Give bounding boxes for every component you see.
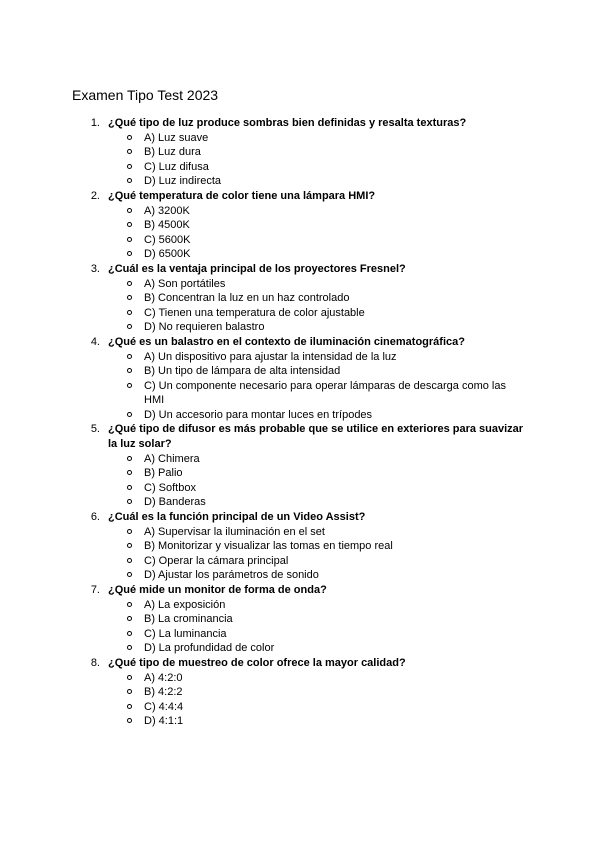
hollow-circle-bullet-icon [127,281,132,286]
option-text: A) Son portátiles [144,277,226,290]
option-item [0,320,600,335]
question-text: ¿Qué es un balastro en el contexto de iluminación cinematográfica? [108,335,465,348]
option-list [0,277,600,335]
option-item [0,306,600,321]
option-item [0,466,600,481]
option-item [0,233,600,248]
hollow-circle-bullet-icon [127,310,132,315]
question-text: ¿Qué tipo de muestreo de color ofrece la mayor calidad? [108,656,406,669]
question-text: ¿Qué tipo de luz produce sombras bien definidas y resalta texturas? [108,117,467,129]
option-item [0,671,600,686]
hollow-circle-bullet-icon [127,222,132,227]
question-number: 1. [90,117,100,129]
option-item [0,364,600,379]
option-item [0,452,600,467]
option-text: C) La luminancia [144,627,227,640]
option-text: B) Concentran la luz en un haz controlado [144,292,350,305]
hollow-circle-bullet-icon [127,499,132,504]
option-text: B) 4:2:2 [144,686,183,699]
option-text: C) Softbox [144,481,196,494]
option-list [0,452,600,510]
hollow-circle-bullet-icon [127,354,132,359]
hollow-circle-bullet-icon [127,324,132,329]
option-text: A) La exposición [144,598,226,611]
hollow-circle-bullet-icon [127,295,132,300]
option-text: B) 4500K [144,219,190,232]
option-text: C) Un componente necesario para operar lámparas de descarga como las HMI [144,379,506,407]
option-item [0,408,600,423]
question-list [0,116,600,729]
hollow-circle-bullet-icon [127,529,132,534]
option-text: B) Palio [144,467,183,480]
option-text: D) 4:1:1 [144,715,184,728]
option-item [0,277,600,292]
question-item [0,422,600,510]
option-item [0,204,600,219]
question-text: ¿Cuál es la ventaja principal de los proyectores Fresnel? [108,262,406,275]
option-item [0,641,600,656]
question-number: 3. [90,262,100,275]
option-text: D) 6500K [144,248,191,261]
option-text: A) Un dispositivo para ajustar la intensidad de la luz [144,350,397,363]
option-text: C) Tienen una temperatura de color ajustable [144,306,365,319]
hollow-circle-bullet-icon [127,368,132,373]
hollow-circle-bullet-icon [127,558,132,563]
option-list [0,350,600,423]
option-text: D) Ajustar los parámetros de sonido [144,569,319,582]
option-list [0,525,600,583]
option-item [0,714,600,729]
option-item [0,627,600,642]
question-number: 6. [90,511,100,524]
option-item [0,379,600,408]
hollow-circle-bullet-icon [127,602,132,607]
option-item [0,539,600,554]
question-item [0,189,600,262]
option-item [0,700,600,715]
hollow-circle-bullet-icon [127,383,132,388]
option-item [0,554,600,569]
hollow-circle-bullet-icon [127,164,132,169]
option-item [0,291,600,306]
hollow-circle-bullet-icon [127,645,132,650]
hollow-circle-bullet-icon [127,237,132,242]
question-item [0,583,600,656]
hollow-circle-bullet-icon [127,675,132,680]
option-text: D) No requieren balastro [144,321,265,334]
question-text: ¿Qué mide un monitor de forma de onda? [108,584,327,596]
option-text: B) Monitorizar y visualizar las tomas en tiempo real [144,540,393,553]
option-item [0,350,600,365]
option-text: C) Operar la cámara principal [144,554,289,567]
hollow-circle-bullet-icon [127,704,132,709]
option-text: D) Un accesorio para montar luces en trípodes [144,408,373,421]
question-item [0,656,600,729]
question-number: 2. [90,189,100,202]
option-text: A) 3200K [144,204,190,217]
hollow-circle-bullet-icon [127,485,132,490]
question-text: ¿Qué temperatura de color tiene una lámpara HMI? [108,189,376,202]
option-item [0,218,600,233]
hollow-circle-bullet-icon [127,178,132,183]
option-text: B) Un tipo de lámpara de alta intensidad [144,365,341,378]
question-item [0,510,600,583]
option-text: D) La profundidad de color [144,642,275,655]
hollow-circle-bullet-icon [127,456,132,461]
page-title: Examen Tipo Test 2023 [72,87,219,103]
option-list [0,598,600,656]
option-item [0,131,600,146]
hollow-circle-bullet-icon [127,412,132,417]
option-item [0,612,600,627]
question-number: 7. [90,584,100,596]
question-item [0,116,600,189]
hollow-circle-bullet-icon [127,149,132,154]
hollow-circle-bullet-icon [127,572,132,577]
option-text: D) Luz indirecta [144,175,222,188]
option-list [0,131,600,189]
question-item [0,262,600,335]
hollow-circle-bullet-icon [127,135,132,140]
option-text: A) Luz suave [144,131,209,144]
option-text: C) 4:4:4 [144,700,184,713]
option-text: D) Banderas [144,496,206,509]
hollow-circle-bullet-icon [127,718,132,723]
question-text: ¿Cuál es la función principal de un Video Assist? [108,511,366,524]
option-item [0,145,600,160]
option-text: A) 4:2:0 [144,671,183,684]
question-number: 4. [90,335,100,348]
hollow-circle-bullet-icon [127,543,132,548]
option-text: C) Luz difusa [144,160,209,173]
option-item [0,247,600,262]
option-item [0,568,600,583]
question-item [0,335,600,423]
question-number: 8. [90,656,100,669]
hollow-circle-bullet-icon [127,208,132,213]
option-item [0,685,600,700]
option-text: B) Luz dura [144,146,201,159]
option-item [0,160,600,175]
option-item [0,495,600,510]
option-text: A) Chimera [144,452,200,465]
hollow-circle-bullet-icon [127,470,132,475]
hollow-circle-bullet-icon [127,251,132,256]
hollow-circle-bullet-icon [127,616,132,621]
option-item [0,598,600,613]
option-item [0,174,600,189]
hollow-circle-bullet-icon [127,689,132,694]
hollow-circle-bullet-icon [127,631,132,636]
option-list [0,671,600,729]
question-text: ¿Qué tipo de difusor es más probable que se utilice en exteriores para suavizar la luz solar? [108,423,524,451]
option-item [0,525,600,540]
option-text: B) La crominancia [144,613,233,626]
question-number: 5. [90,423,100,436]
option-text: C) 5600K [144,233,191,246]
option-text: A) Supervisar la iluminación en el set [144,525,325,538]
option-item [0,481,600,496]
option-list [0,204,600,262]
